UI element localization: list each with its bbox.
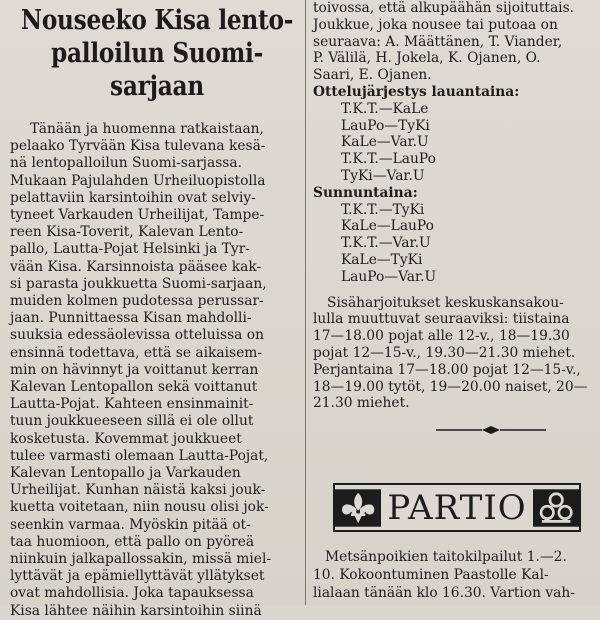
article-line: pelaako Tyrvään Kisa tulevana kesä-	[10, 138, 266, 155]
schedule-line: Perjantaina 17—18.00 pojat 12—15-v.,	[313, 361, 581, 378]
sunday-matches	[311, 202, 600, 286]
schedule-line: lulla muuttuvat seuraaviksi: tiistaina	[313, 311, 570, 328]
article-line: suuksia edessäolevissa otteluissa on	[10, 327, 264, 344]
notice-line: 10. Kokoontuminen Paastolle Kal-	[313, 567, 549, 583]
article-line: jaan. Punnittaessa Kisan mahdolli-	[10, 310, 252, 327]
article-line: vään Kisa. Karsinnoista pääsee kak-	[10, 258, 262, 275]
partio-title: PARTIO	[387, 487, 527, 528]
article-line: Lautta-Pojat. Kahteen ensinmainit-	[10, 396, 254, 413]
training-schedule	[311, 295, 600, 413]
article-line: tuun joukkueeseen sillä ei ole ollut	[10, 413, 254, 430]
article-line: pelattaviin karsintoihin ovat selviy-	[10, 189, 256, 206]
article-line: seuraava: A. Määttänen, T. Viander,	[313, 33, 563, 50]
article-line: Kalevan Lentopallon sekä voittanut	[10, 379, 258, 396]
match-item: KaLe—Var.U	[341, 134, 429, 151]
article-line: Tänään ja huomenna ratkaistaan,	[30, 121, 264, 137]
schedule-line: Sisäharjoitukset keskuskansakou-	[327, 294, 564, 311]
article-line: kuetta voitetaan, niin nousu olisi jok-	[10, 499, 269, 516]
right-column	[311, 0, 600, 605]
schedule-line: 17—18.00 pojat alle 12-v., 18—19.30	[313, 328, 570, 345]
article-line: P. Välilä, H. Jokela, K. Ojanen, O.	[313, 50, 541, 67]
article-continuation	[311, 0, 600, 84]
article-line: muiden kolmen pudotessa perussar-	[10, 293, 264, 310]
article-line: si parasta joukkuetta Suomi-sarjaan,	[10, 275, 267, 292]
article-line: kosketusta. Kovemmat joukkueet	[10, 430, 242, 447]
article-line: reen Kisa-Toverit, Kalevan Lento-	[10, 224, 244, 241]
article-line: toivossa, että alkupäähän sijoituttais.	[313, 0, 575, 16]
saturday-matches	[311, 101, 600, 185]
article-line: lyttävät ja epämiellyttävät yllätykset	[10, 568, 265, 585]
article-body	[0, 121, 305, 620]
article-line: ovat mahdollisia. Joka tapauksessa	[10, 585, 254, 602]
article-line: tyneet Varkauden Urheilijat, Tampe-	[10, 207, 265, 224]
article-line: seenkin varmaa. Myöskin pitää ot-	[10, 516, 251, 533]
fleur-de-lis-icon	[335, 487, 381, 529]
article-line: Saari, E. Ojanen.	[313, 67, 432, 84]
article-line: Kisa lähtee näihin karsintoihin siinä	[10, 602, 262, 619]
article-line: tulee varmasti olemaan Lautta-Pojat,	[10, 447, 269, 464]
article-line: niinkuin jalkapallossakin, missä miel-	[10, 551, 272, 568]
schedule-line: pojat 12—15-v., 19.30—21.30 miehet.	[313, 344, 576, 361]
article-line: min on hävinnyt ja voittanut kerran	[10, 361, 259, 378]
article-line: Urheilijat. Kunhan näistä kaksi jouk-	[10, 482, 266, 499]
match-item: LauPo—Var.U	[341, 268, 437, 285]
match-item: KaLe—TyKi	[341, 251, 423, 268]
headline	[1, 4, 312, 103]
match-item: LauPo—TyKi	[341, 117, 430, 134]
match-item: T.K.T.—Var.U	[341, 235, 431, 252]
notice-line: Metsänpoikien taitokilpailut 1.—2.	[325, 549, 567, 565]
metsanpojat-notice	[313, 548, 600, 602]
headline-line: Nouseeko Kisa lento-	[20, 5, 294, 36]
article-line: taa huomioon, että pallo on pyöreä	[10, 533, 255, 550]
match-item: KaLe—LauPo	[341, 218, 434, 235]
article-line: ensinnä todettava, että se aikaisem-	[10, 344, 263, 361]
match-item: TyKi—Var.U	[341, 167, 425, 184]
headline-line: palloilun Suomi-sarjaan	[51, 38, 263, 102]
schedule-line: 18—19.00 tytöt, 19—20.00 naiset, 20—	[313, 378, 588, 395]
match-item: T.K.T.—KaLe	[341, 100, 429, 117]
article-line: pallo, Lautta-Pojat Helsinki ja Tyr-	[10, 241, 250, 258]
partio-banner	[333, 483, 581, 532]
notice-line: lialaan tänään klo 16.30. Vartion vah-	[313, 585, 575, 601]
article-line: Kalevan Lentopallo ja Varkauden	[10, 465, 241, 482]
article-line: Mukaan Pajulahden Urheiluopistolla	[10, 172, 266, 189]
ornament-separator	[436, 425, 546, 435]
article-line: Joukkue, joka nousee tai putoaa on	[313, 16, 558, 33]
saturday-heading: Ottelujärjestys lauantaina:	[313, 83, 520, 100]
trefoil-icon	[533, 487, 579, 529]
match-item: T.K.T.—LauPo	[341, 151, 436, 168]
column-divider	[305, 0, 306, 605]
article-line: nä lentopalloilun Suomi-sarjassa.	[10, 155, 242, 172]
match-item: T.K.T.—TyKi	[341, 201, 425, 218]
sunday-heading: Sunnuntaina:	[313, 184, 418, 201]
schedule-line: 21.30 miehet.	[313, 395, 410, 412]
